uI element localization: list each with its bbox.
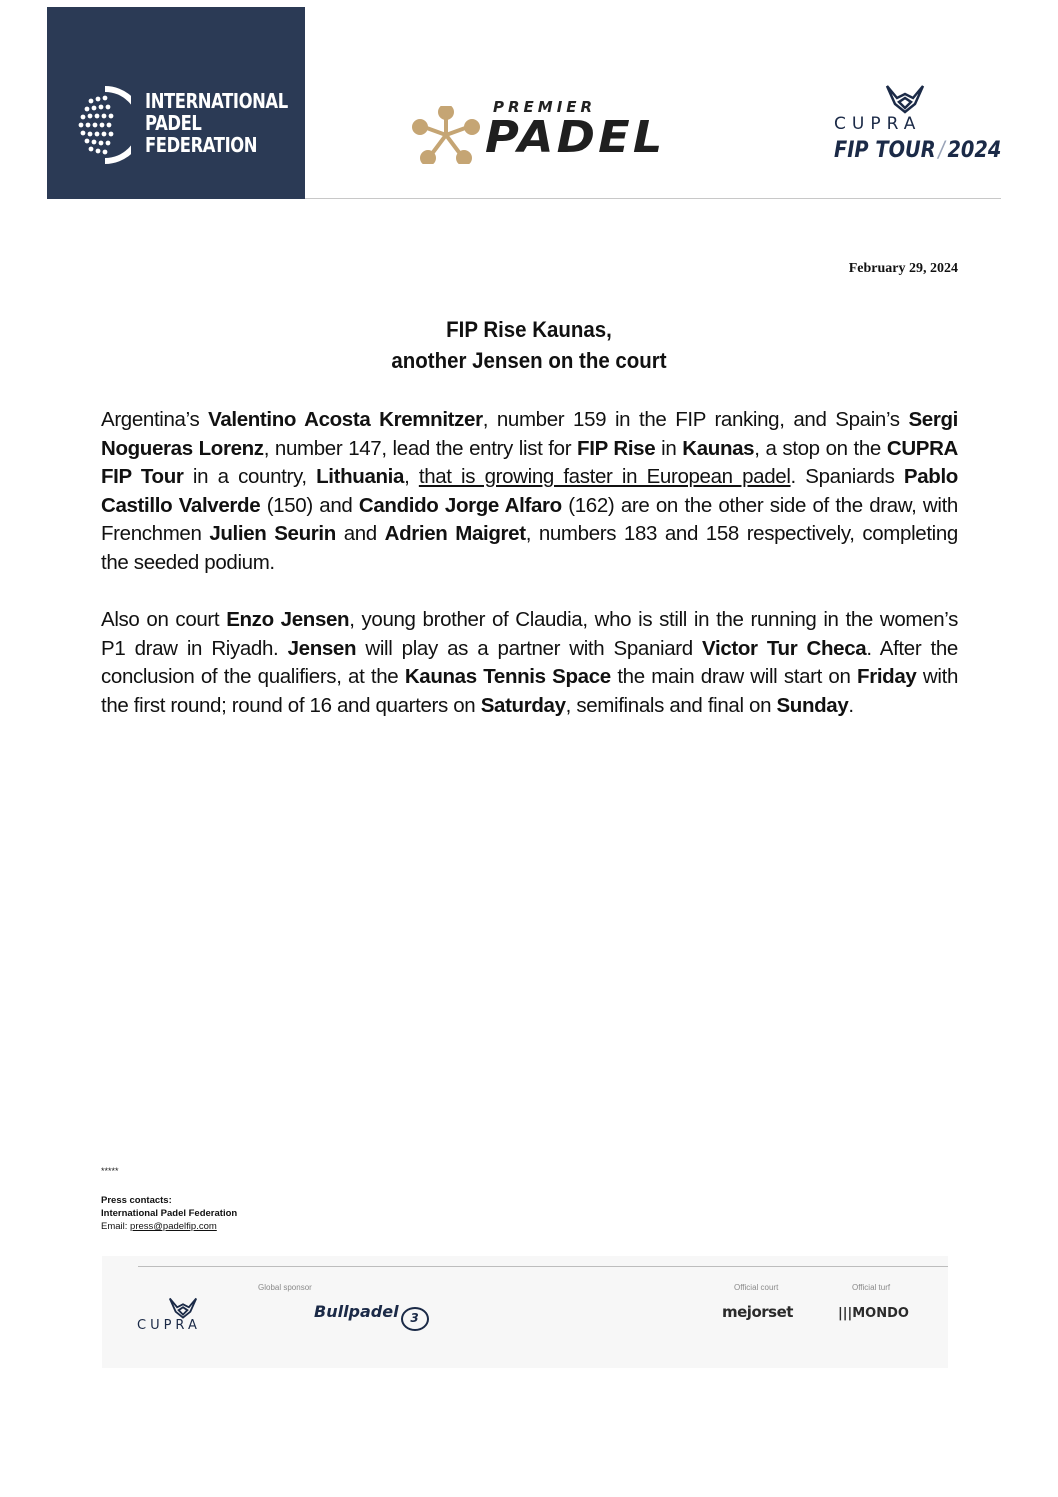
bullpadel-ring-icon: 3	[401, 1307, 429, 1331]
cupra-fip-tour-logo	[830, 84, 1002, 174]
release-date: February 29, 2024	[848, 261, 958, 276]
premier-wordmark: PREMIER	[493, 98, 597, 116]
fip-logo-wordmark	[145, 90, 288, 156]
padel-star-icon	[411, 106, 481, 164]
premier-padel-logo	[411, 96, 701, 168]
day-name: Saturday	[480, 693, 566, 717]
header-divider	[305, 198, 1001, 199]
tour-fip-wordmark	[834, 138, 1001, 163]
text-run: , a stop on the	[754, 436, 887, 460]
global-sponsor-label: Global sponsor	[258, 1283, 312, 1292]
text-run: . Spaniards	[790, 465, 904, 489]
press-email-link[interactable]: press@padelfip.com	[130, 1221, 217, 1232]
tour-year: 2024	[947, 138, 1002, 163]
player-name: Valentino Acosta Kremnitzer	[208, 408, 483, 431]
text-run: , number 147, lead the entry list for	[263, 436, 578, 460]
press-contacts-heading: Press contacts:	[101, 1195, 172, 1206]
player-name: Jensen	[287, 636, 357, 660]
day-name: Friday	[857, 665, 917, 689]
body-paragraph-2	[101, 606, 958, 720]
fip-logo-line: INTERNATIONAL	[145, 89, 288, 113]
text-run: in a country,	[183, 465, 317, 489]
text-run: , number 159 in the FIP ranking, and Spain’s	[482, 408, 909, 431]
fip-logo-line: FEDERATION	[145, 133, 258, 157]
title-line-2: another Jensen on the court	[391, 348, 667, 373]
mondo-wordmark: MONDO	[852, 1306, 909, 1321]
mondo-stripes-icon: |||	[838, 1306, 853, 1321]
cupra-sponsor-logo: CUPRA	[137, 1318, 201, 1333]
player-name: Enzo Jensen	[226, 608, 350, 631]
day-name: Sunday	[776, 693, 849, 717]
event-name: FIP Rise	[577, 436, 656, 460]
venue-name: Kaunas Tennis Space	[404, 665, 611, 689]
player-name: Pablo Castillo Valverde	[101, 465, 958, 517]
bullpadel-wordmark: Bullpadel	[314, 1302, 399, 1321]
player-name: Julien Seurin	[209, 522, 336, 546]
country-name: Lithuania	[316, 465, 405, 489]
official-court-label: Official court	[734, 1283, 779, 1292]
press-contacts-email-line	[101, 1220, 237, 1233]
text-run: Argentina’s	[101, 408, 209, 431]
text-run: , numbers 183 and 158 respectively, completing the seeded podium.	[101, 522, 958, 574]
player-name: Adrien Maigret	[384, 522, 526, 546]
text-run: (150) and	[260, 493, 359, 517]
text-run: , semifinals and final on	[565, 693, 777, 717]
fip-logo-panel	[47, 7, 305, 199]
official-turf-label: Official turf	[852, 1283, 891, 1292]
text-run: will play as a partner with Spaniard	[356, 636, 703, 660]
text-run: ,	[404, 465, 419, 489]
underlined-phrase: that is growing faster in European padel	[418, 465, 791, 489]
player-name: Sergi Nogueras Lorenz	[101, 408, 958, 460]
bullpadel-sponsor-logo	[314, 1302, 429, 1331]
section-separator-stars: *****	[101, 1166, 119, 1176]
press-release-title	[100, 314, 958, 376]
padel-wordmark: PADEL	[485, 112, 666, 163]
text-run: . After the conclusion of the qualifiers, at the	[101, 636, 958, 689]
text-run: , young brother of Claudia, who is still in the running in the women’s P1 draw in Riyadh.	[101, 608, 958, 660]
mondo-sponsor-logo	[838, 1306, 909, 1321]
text-run: the main draw will start on	[610, 665, 858, 689]
player-name: Candido Jorge Alfaro	[358, 493, 562, 517]
text-run: (162) are on the other side of the draw, with Frenchmen	[101, 493, 958, 546]
text-run: in	[655, 436, 683, 460]
title-line-1: FIP Rise Kaunas,	[446, 317, 612, 342]
fip-logo-line: PADEL	[145, 111, 202, 135]
sponsor-divider	[138, 1266, 948, 1267]
city-name: Kaunas	[682, 436, 755, 460]
email-label: Email:	[101, 1221, 131, 1232]
tour-name: CUPRA FIP Tour	[101, 436, 959, 489]
text-run: and	[335, 522, 385, 546]
tour-cupra-wordmark: CUPRA	[834, 114, 922, 134]
tour-separator: /	[938, 138, 945, 163]
mejorset-sponsor-logo: mejorset	[722, 1303, 793, 1321]
text-run: Also on court	[101, 608, 227, 631]
player-name: Victor Tur Checa	[702, 636, 867, 660]
fip-ball-icon	[75, 85, 131, 165]
sponsor-band	[102, 1256, 948, 1368]
text-run: .	[848, 693, 854, 717]
cupra-emblem-icon	[168, 1297, 198, 1319]
press-contacts-block	[101, 1194, 237, 1233]
press-contacts-org: International Padel Federation	[101, 1208, 238, 1219]
fip-tour-text: FIP TOUR	[834, 138, 936, 163]
cupra-emblem-icon	[885, 84, 925, 114]
body-paragraph-1	[101, 406, 958, 578]
text-run: with the first round; round of 16 and quarters on	[101, 665, 958, 717]
